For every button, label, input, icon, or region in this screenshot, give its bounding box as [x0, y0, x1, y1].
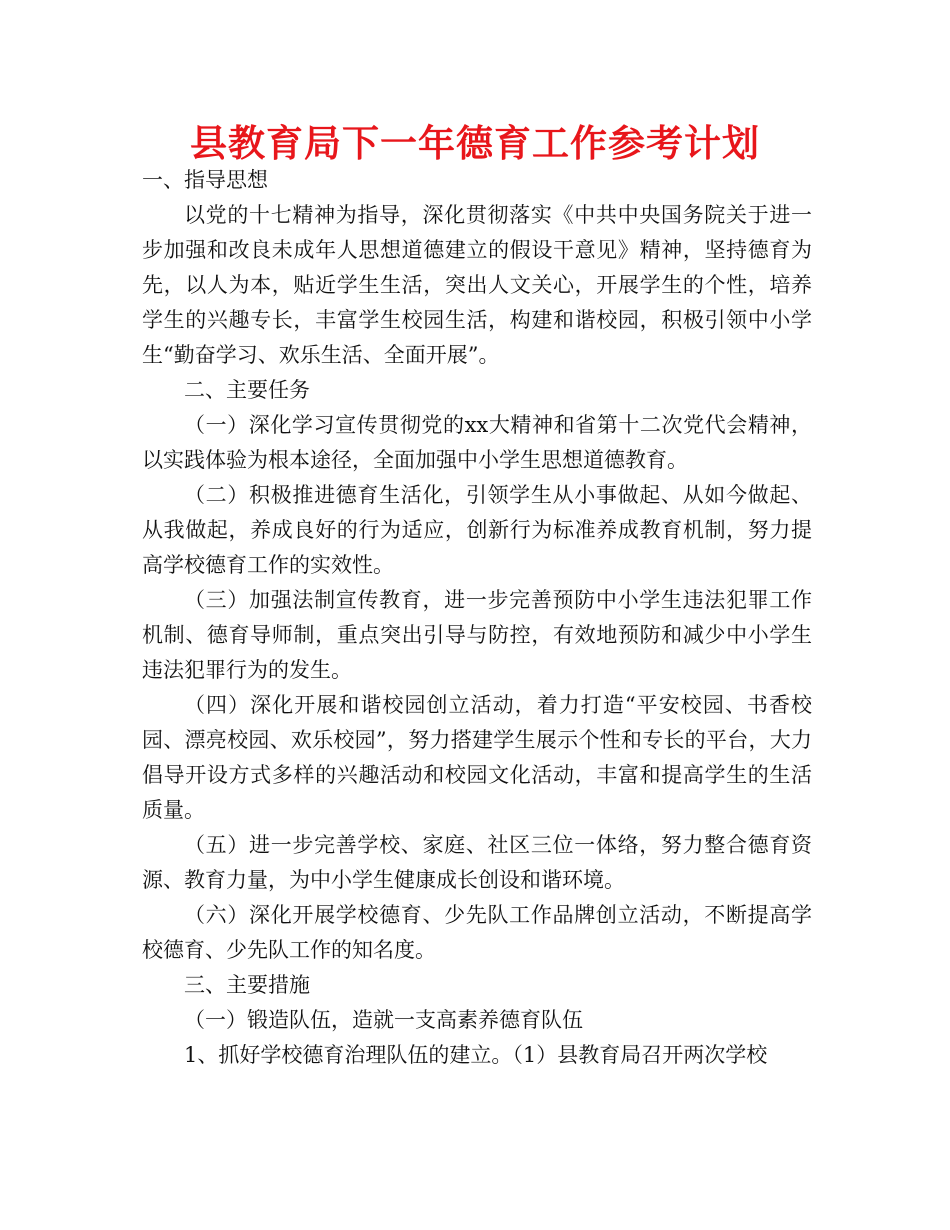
document-title: 县教育局下一年德育工作参考计划: [190, 122, 760, 165]
section-heading-main-measures: 三、主要措施: [184, 973, 310, 997]
paragraph-task-3: （三）加强法制宣传教育，进一步完善预防中小学生违法犯罪工作机制、德育导师制，重点突出引导与防控，有效地预防和减少中小学生违法犯罪行为的发生。: [142, 588, 812, 682]
document-body: [142, 163, 812, 1073]
section-heading-guiding-ideology: 一、指导思想: [142, 168, 268, 192]
paragraph-measure-1: （一）锻造队伍，造就一支高素养德育队伍: [184, 1008, 583, 1032]
paragraph-measure-1-item-1: 1、抓好学校德育治理队伍的建立。（1）县教育局召开两次学校: [184, 1043, 768, 1067]
paragraph-task-2: （二）积极推进德育生活化，引领学生从小事做起、从如今做起、从我做起，养成良好的行为适应，创新行为标准养成教育机制，努力提高学校德育工作的实效性。: [142, 483, 812, 577]
paragraph-task-5: （五）进一步完善学校、家庭、社区三位一体络，努力整合德育资源、教育力量，为中小学生健康成长创设和谐环境。: [142, 833, 812, 892]
paragraph-task-6: （六）深化开展学校德育、少先队工作品牌创立活动，不断提高学校德育、少先队工作的知名度。: [142, 903, 812, 962]
paragraph-task-1: （一）深化学习宣传贯彻党的xx大精神和省第十二次党代会精神，以实践体验为根本途径，全面加强中小学生思想道德教育。: [142, 413, 812, 472]
section-heading-main-tasks: 二、主要任务: [184, 378, 310, 402]
paragraph-guiding-ideology: 以党的十七精神为指导，深化贯彻落实《中共中央国务院关于进一步加强和改良未成年人思想道德建立的假设干意见》精神，坚持德育为先，以人为本，贴近学生生活，突出人文关心，开展学生的个性，培养学生的兴趣专长，丰富学生校园生活，构建和谐校园，积极引领中小学生“勤奋学习、欢乐生活、全面开展”。: [142, 203, 812, 367]
paragraph-task-4: （四）深化开展和谐校园创立活动，着力打造“平安校园、书香校园、漂亮校园、欢乐校园”，努力搭建学生展示个性和专长的平台，大力倡导开设方式多样的兴趣活动和校园文化活动，丰富和提高学生的生活质量。: [142, 693, 812, 822]
